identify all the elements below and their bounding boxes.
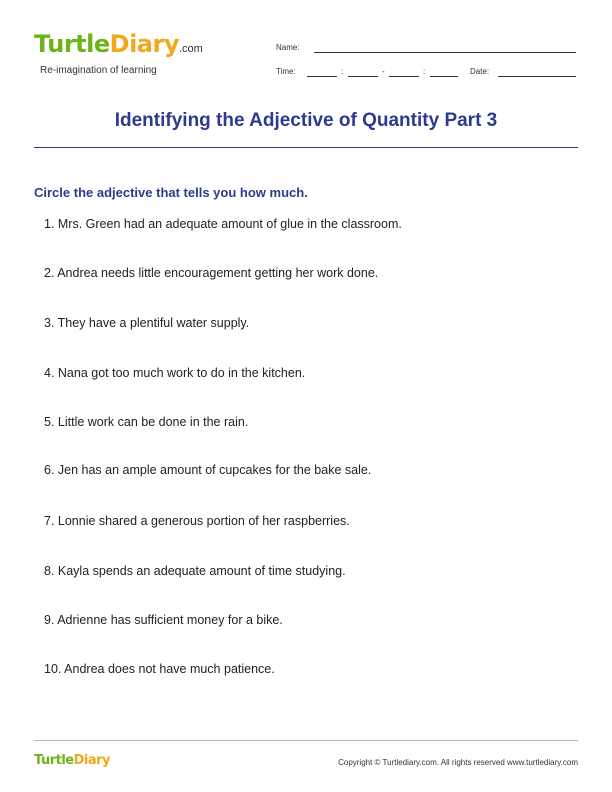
time-separator: : [341, 67, 344, 76]
footer-divider [34, 740, 578, 741]
name-label: Name: [276, 43, 300, 52]
question-item: 9. Adrienne has sufficient money for a bike. [44, 613, 283, 627]
question-item: 4. Nana got too much work to do in the kitchen. [44, 366, 306, 380]
date-field[interactable] [498, 76, 576, 77]
copyright-text: Copyright © Turtlediary.com. All rights reserved www.turtlediary.com [338, 758, 578, 767]
page-title: Identifying the Adjective of Quantity Part 3 [114, 110, 498, 131]
date-label: Date: [470, 67, 490, 76]
question-item: 1. Mrs. Green had an adequate amount of glue in the classroom. [44, 217, 402, 231]
question-item: 5. Little work can be done in the rain. [44, 415, 249, 429]
name-field[interactable] [314, 52, 576, 53]
question-item: 7. Lonnie shared a generous portion of her raspberries. [44, 514, 350, 528]
time-end-hour-field[interactable] [389, 76, 419, 77]
footer-logo: TurtleDiary [34, 753, 110, 768]
question-item: 10. Andrea does not have much patience. [44, 662, 275, 676]
logo-wordmark: TurtleDiary.com [34, 30, 203, 58]
logo-tagline: Re-imagination of learning [40, 65, 157, 76]
time-label: Time: [276, 67, 296, 76]
time-start-minute-field[interactable] [348, 76, 378, 77]
time-separator: : [423, 67, 426, 76]
time-end-minute-field[interactable] [430, 76, 458, 77]
question-item: 2. Andrea needs little encouragement getting her work done. [44, 266, 379, 280]
turtle-diary-logo [34, 30, 203, 76]
question-item: 3. They have a plentiful water supply. [44, 316, 250, 330]
instruction: Circle the adjective that tells you how much. [34, 185, 308, 200]
question-item: 8. Kayla spends an adequate amount of time studying. [44, 564, 346, 578]
time-start-hour-field[interactable] [307, 76, 337, 77]
question-item: 6. Jen has an ample amount of cupcakes for the bake sale. [44, 463, 372, 477]
time-separator: - [382, 67, 385, 76]
title-divider [34, 147, 578, 148]
